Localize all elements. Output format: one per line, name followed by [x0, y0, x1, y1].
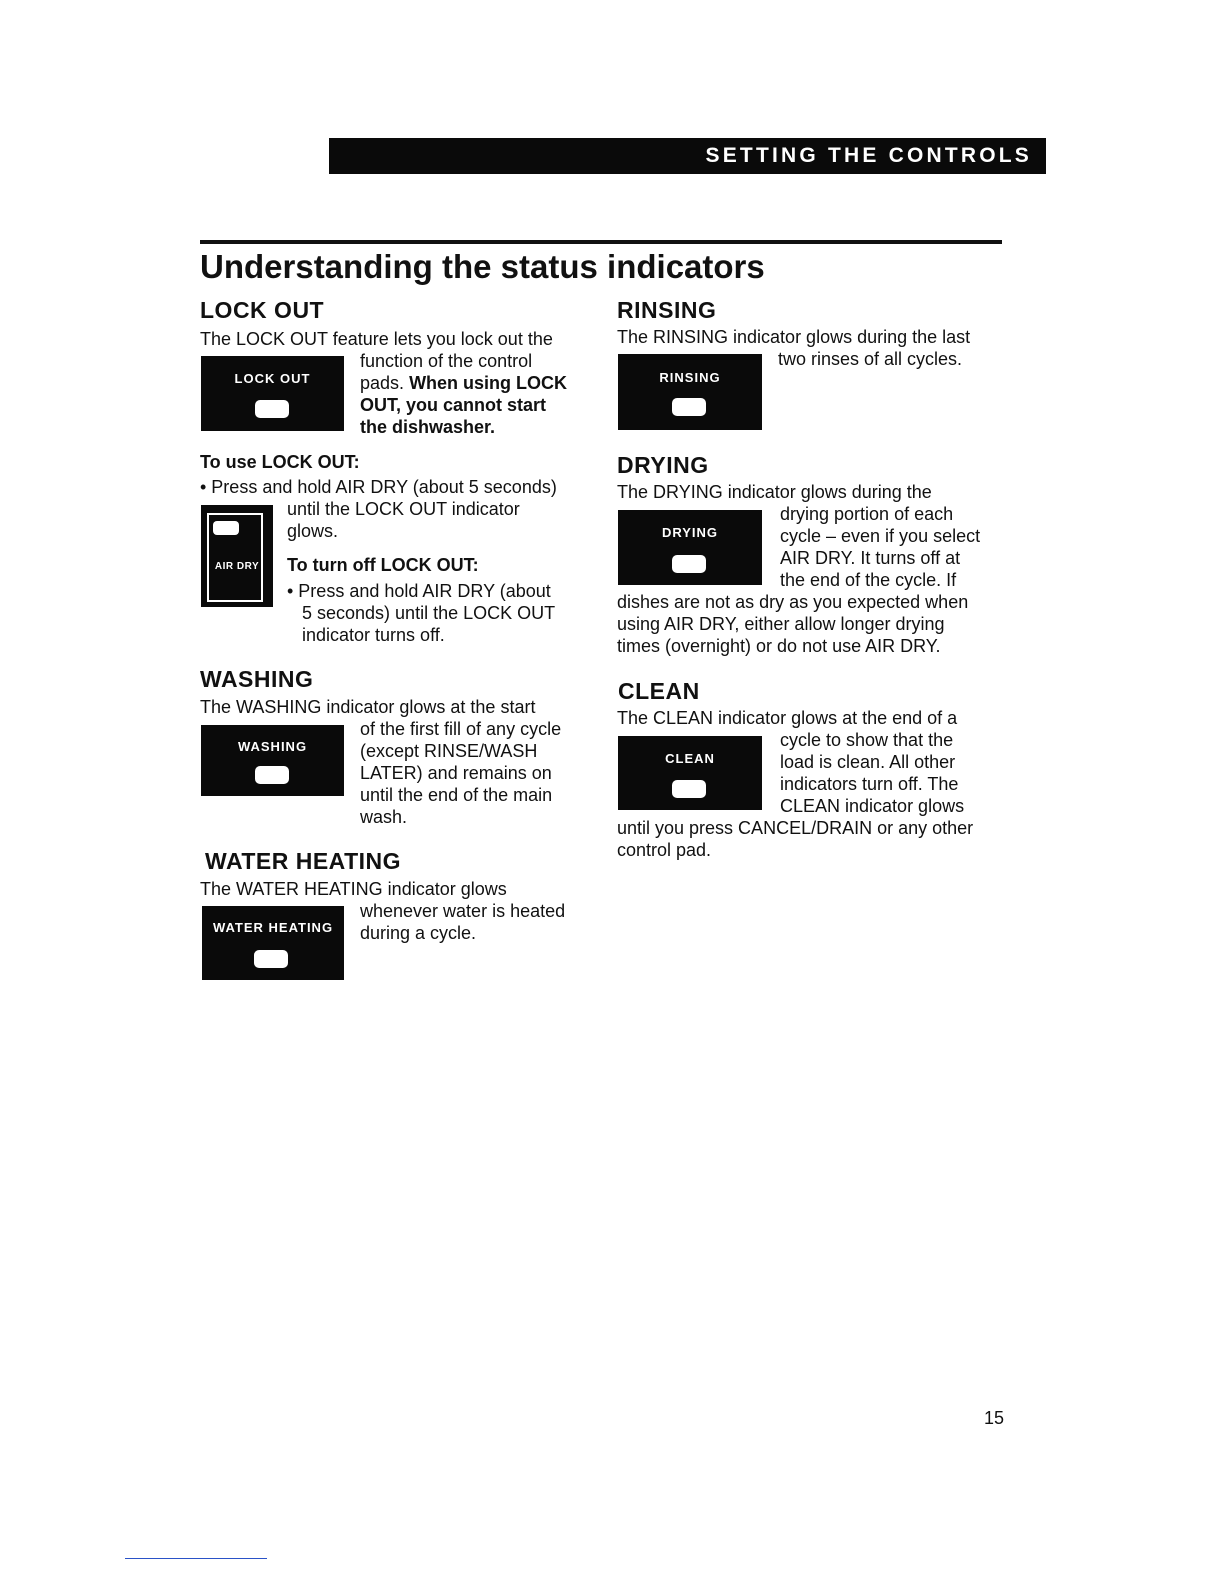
- clean-indicator-panel: [618, 736, 762, 810]
- water-heating-panel-label: WATER HEATING: [212, 920, 334, 935]
- drying-intro: The DRYING indicator glows during the: [617, 482, 932, 502]
- clean-line1: cycle to show that the: [780, 730, 954, 750]
- clean-line2: load is clean. All other: [780, 752, 956, 772]
- lockout-panel-label: LOCK OUT: [234, 371, 311, 386]
- clean-line6: control pad.: [617, 840, 712, 860]
- drying-panel-label: DRYING: [661, 525, 719, 540]
- section-title: SETTING THE CONTROLS: [705, 144, 1032, 167]
- lockout-use-line2: until the LOCK OUT indicator: [287, 499, 520, 519]
- drying-heading: DRYING: [617, 452, 709, 478]
- lockout-off-heading: To turn off LOCK OUT:: [287, 555, 479, 575]
- indicator-light-icon: [213, 521, 239, 535]
- washing-line5: wash.: [360, 807, 408, 827]
- lockout-off-line3: indicator turns off.: [302, 625, 445, 645]
- page-title: Understanding the status indicators: [200, 248, 765, 285]
- washing-heading: WASHING: [200, 666, 314, 692]
- lockout-use-line3: glows.: [287, 521, 339, 541]
- clean-line5: until you press CANCEL/DRAIN or any other: [617, 818, 974, 838]
- indicator-light-icon: [254, 950, 288, 968]
- water-heating-heading: WATER HEATING: [205, 848, 402, 874]
- clean-intro: The CLEAN indicator glows at the end of a: [617, 708, 958, 728]
- footer-rule: [125, 1558, 267, 1559]
- drying-line3: AIR DRY. It turns off at: [780, 548, 961, 568]
- washing-line2: (except RINSE/WASH: [360, 741, 538, 761]
- lockout-line4: the dishwasher.: [360, 417, 496, 437]
- clean-heading: CLEAN: [618, 678, 700, 704]
- drying-line1: drying portion of each: [780, 504, 954, 524]
- clean-panel-label: CLEAN: [665, 751, 715, 766]
- lockout-use-bullet: • Press and hold AIR DRY (about 5 seconds): [200, 477, 557, 497]
- drying-line4: the end of the cycle. If: [780, 570, 957, 590]
- washing-line4: until the end of the main: [360, 785, 553, 805]
- washing-line3: LATER) and remains on: [360, 763, 552, 783]
- water-heating-indicator-panel: [202, 906, 344, 980]
- indicator-light-icon: [672, 555, 706, 573]
- washing-indicator-panel: [201, 725, 344, 796]
- drying-line7: times (overnight) or do not use AIR DRY.: [617, 636, 941, 656]
- indicator-light-icon: [255, 400, 289, 418]
- washing-line1: of the first fill of any cycle: [360, 719, 562, 739]
- indicator-light-icon: [672, 780, 706, 798]
- lockout-line2-bold: When using LOCK: [409, 373, 568, 393]
- water-heating-line2: during a cycle.: [360, 923, 477, 943]
- drying-line2: cycle – even if you select: [780, 526, 981, 546]
- lockout-line1: function of the control: [360, 351, 533, 371]
- title-rule: [200, 240, 1002, 244]
- lockout-heading: LOCK OUT: [200, 297, 325, 323]
- washing-intro: The WASHING indicator glows at the start: [200, 697, 536, 717]
- water-heating-intro: The WATER HEATING indicator glows: [200, 879, 507, 899]
- indicator-light-icon: [672, 398, 706, 416]
- clean-line3: indicators turn off. The: [780, 774, 959, 794]
- drying-indicator-panel: [618, 510, 762, 585]
- lockout-off-line1: • Press and hold AIR DRY (about: [287, 581, 551, 601]
- lockout-use-heading: To use LOCK OUT:: [200, 452, 360, 472]
- rinsing-intro: The RINSING indicator glows during the last: [617, 327, 971, 347]
- drying-line6: using AIR DRY, either allow longer drying: [617, 614, 945, 634]
- water-heating-line1: whenever water is heated: [360, 901, 566, 921]
- page-number: 15: [984, 1408, 1005, 1428]
- lockout-line2: [360, 372, 567, 394]
- washing-panel-label: WASHING: [237, 739, 308, 754]
- lockout-intro: The LOCK OUT feature lets you lock out the: [200, 329, 553, 349]
- section-header-bar: [329, 138, 1046, 174]
- air-dry-label: AIR DRY: [214, 561, 260, 572]
- rinsing-line1: two rinses of all cycles.: [778, 349, 963, 369]
- lockout-off-line2: 5 seconds) until the LOCK OUT: [302, 603, 556, 623]
- lockout-line3: OUT, you cannot start: [360, 395, 547, 415]
- air-dry-pad-panel: [201, 505, 273, 607]
- lockout-line2-normal: pads.: [360, 373, 405, 393]
- indicator-light-icon: [255, 766, 289, 784]
- clean-line4: CLEAN indicator glows: [780, 796, 965, 816]
- drying-line5: dishes are not as dry as you expected when: [617, 592, 969, 612]
- rinsing-panel-label: RINSING: [659, 370, 721, 385]
- lockout-indicator-panel: [201, 356, 344, 431]
- rinsing-heading: RINSING: [617, 297, 717, 323]
- rinsing-indicator-panel: [618, 354, 762, 430]
